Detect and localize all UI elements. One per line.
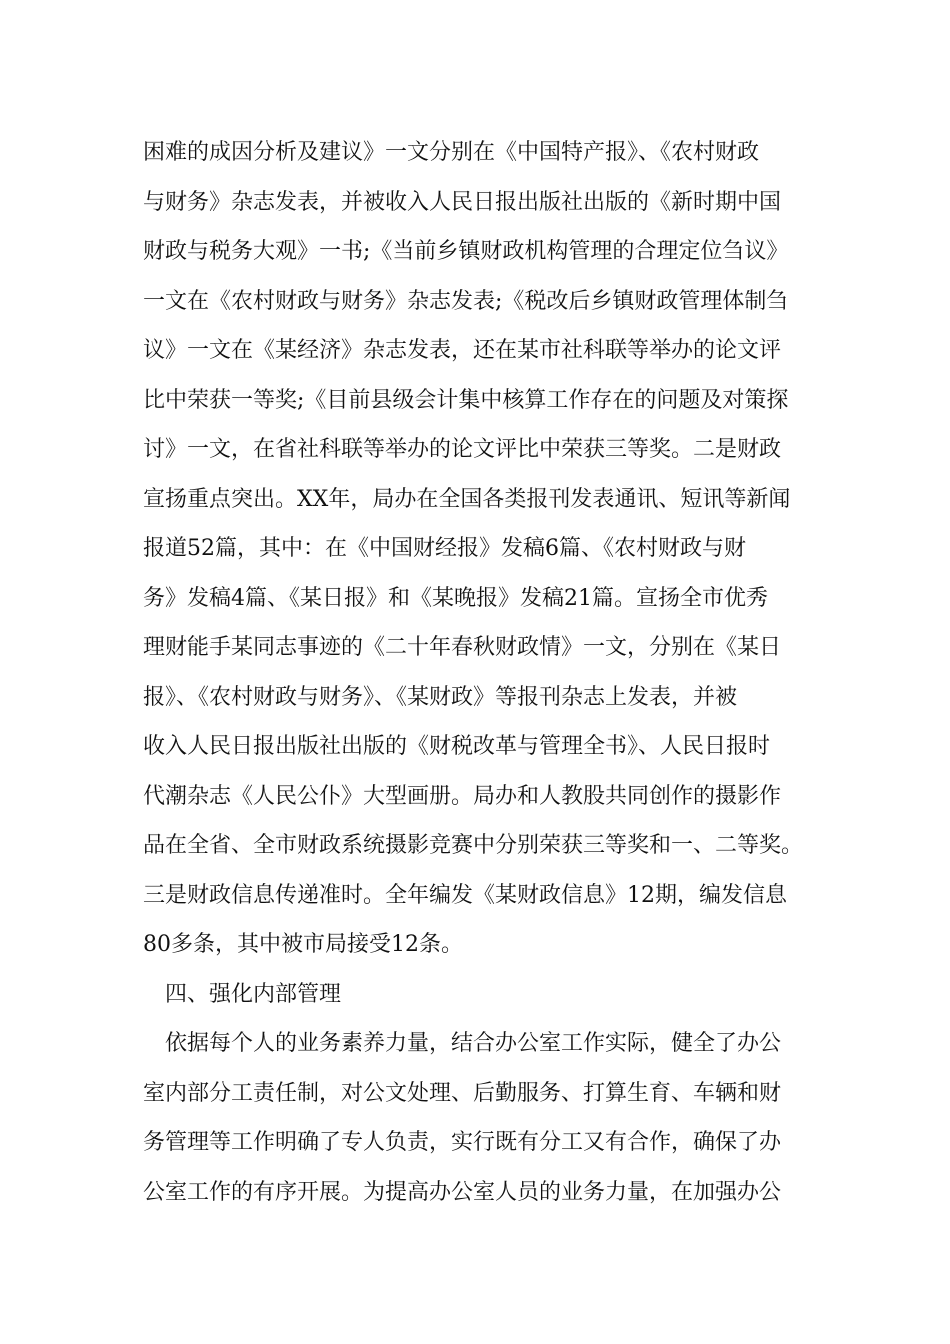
text-line: 室内部分工责任制，对公文处理、后勤服务、打算生育、车辆和财	[143, 1080, 782, 1106]
text-line: 务管理等工作明确了专人负责，实行既有分工又有合作，确保了办	[143, 1130, 782, 1155]
text-line: 宣扬重点突出。XX年，局办在全国各类报刊发表通讯、短讯等新闻	[143, 486, 791, 512]
text-line: 比中荣获一等奖;《目前县级会计集中核算工作存在的问题及对策探	[143, 387, 789, 413]
text-line: 公室工作的有序开展。为提高办公室人员的业务力量，在加强办公	[143, 1179, 782, 1205]
text-line: 收入人民日报出版社出版的《财税改革与管理全书》、人民日报时	[143, 734, 771, 759]
text-line: 品在全省、全市财政系统摄影竞赛中分别荣获三等奖和一、二等奖。	[143, 833, 804, 858]
text-line: 财政与税务大观》一书;《当前乡镇财政机构管理的合理定位刍议》	[143, 239, 789, 264]
text-line: 代潮杂志《人民公仆》大型画册。局办和人教股共同创作的摄影作	[143, 783, 782, 809]
text-line: 一文在《农村财政与财务》杂志发表;《税改后乡镇财政管理体制刍	[143, 288, 789, 314]
body-text	[143, 128, 823, 1217]
text-line: 议》一文在《某经济》杂志发表，还在某市社科联等举办的论文评	[143, 338, 782, 363]
section-heading: 四、强化内部管理	[165, 981, 342, 1007]
text-line: 报道52篇，其中：在《中国财经报》发稿6篇、《农村财政与财	[143, 536, 746, 561]
text-line: 与财务》杂志发表，并被收入人民日报出版社出版的《新时期中国	[143, 189, 782, 215]
text-line: 报》、《农村财政与财务》、《某财政》等报刊杂志上发表，并被	[143, 684, 738, 710]
text-line: 三是财政信息传递准时。全年编发《某财政信息》12期，编发信息	[143, 882, 787, 908]
text-line: 困难的成因分析及建议》一文分别在《中国特产报》、《农村财政	[143, 140, 760, 165]
text-line: 依据每个人的业务素养力量，结合办公室工作实际，健全了办公	[165, 1031, 782, 1056]
text-line: 80多条，其中被市局接受12条。	[143, 932, 463, 957]
text-line: 讨》一文，在省社科联等举办的论文评比中荣获三等奖。二是财政	[143, 437, 782, 462]
text-line: 务》发稿4篇、《某日报》和《某晚报》发稿21篇。宣扬全市优秀	[143, 585, 768, 611]
text-line: 理财能手某同志事迹的《二十年春秋财政情》一文，分别在《某日	[143, 635, 782, 660]
